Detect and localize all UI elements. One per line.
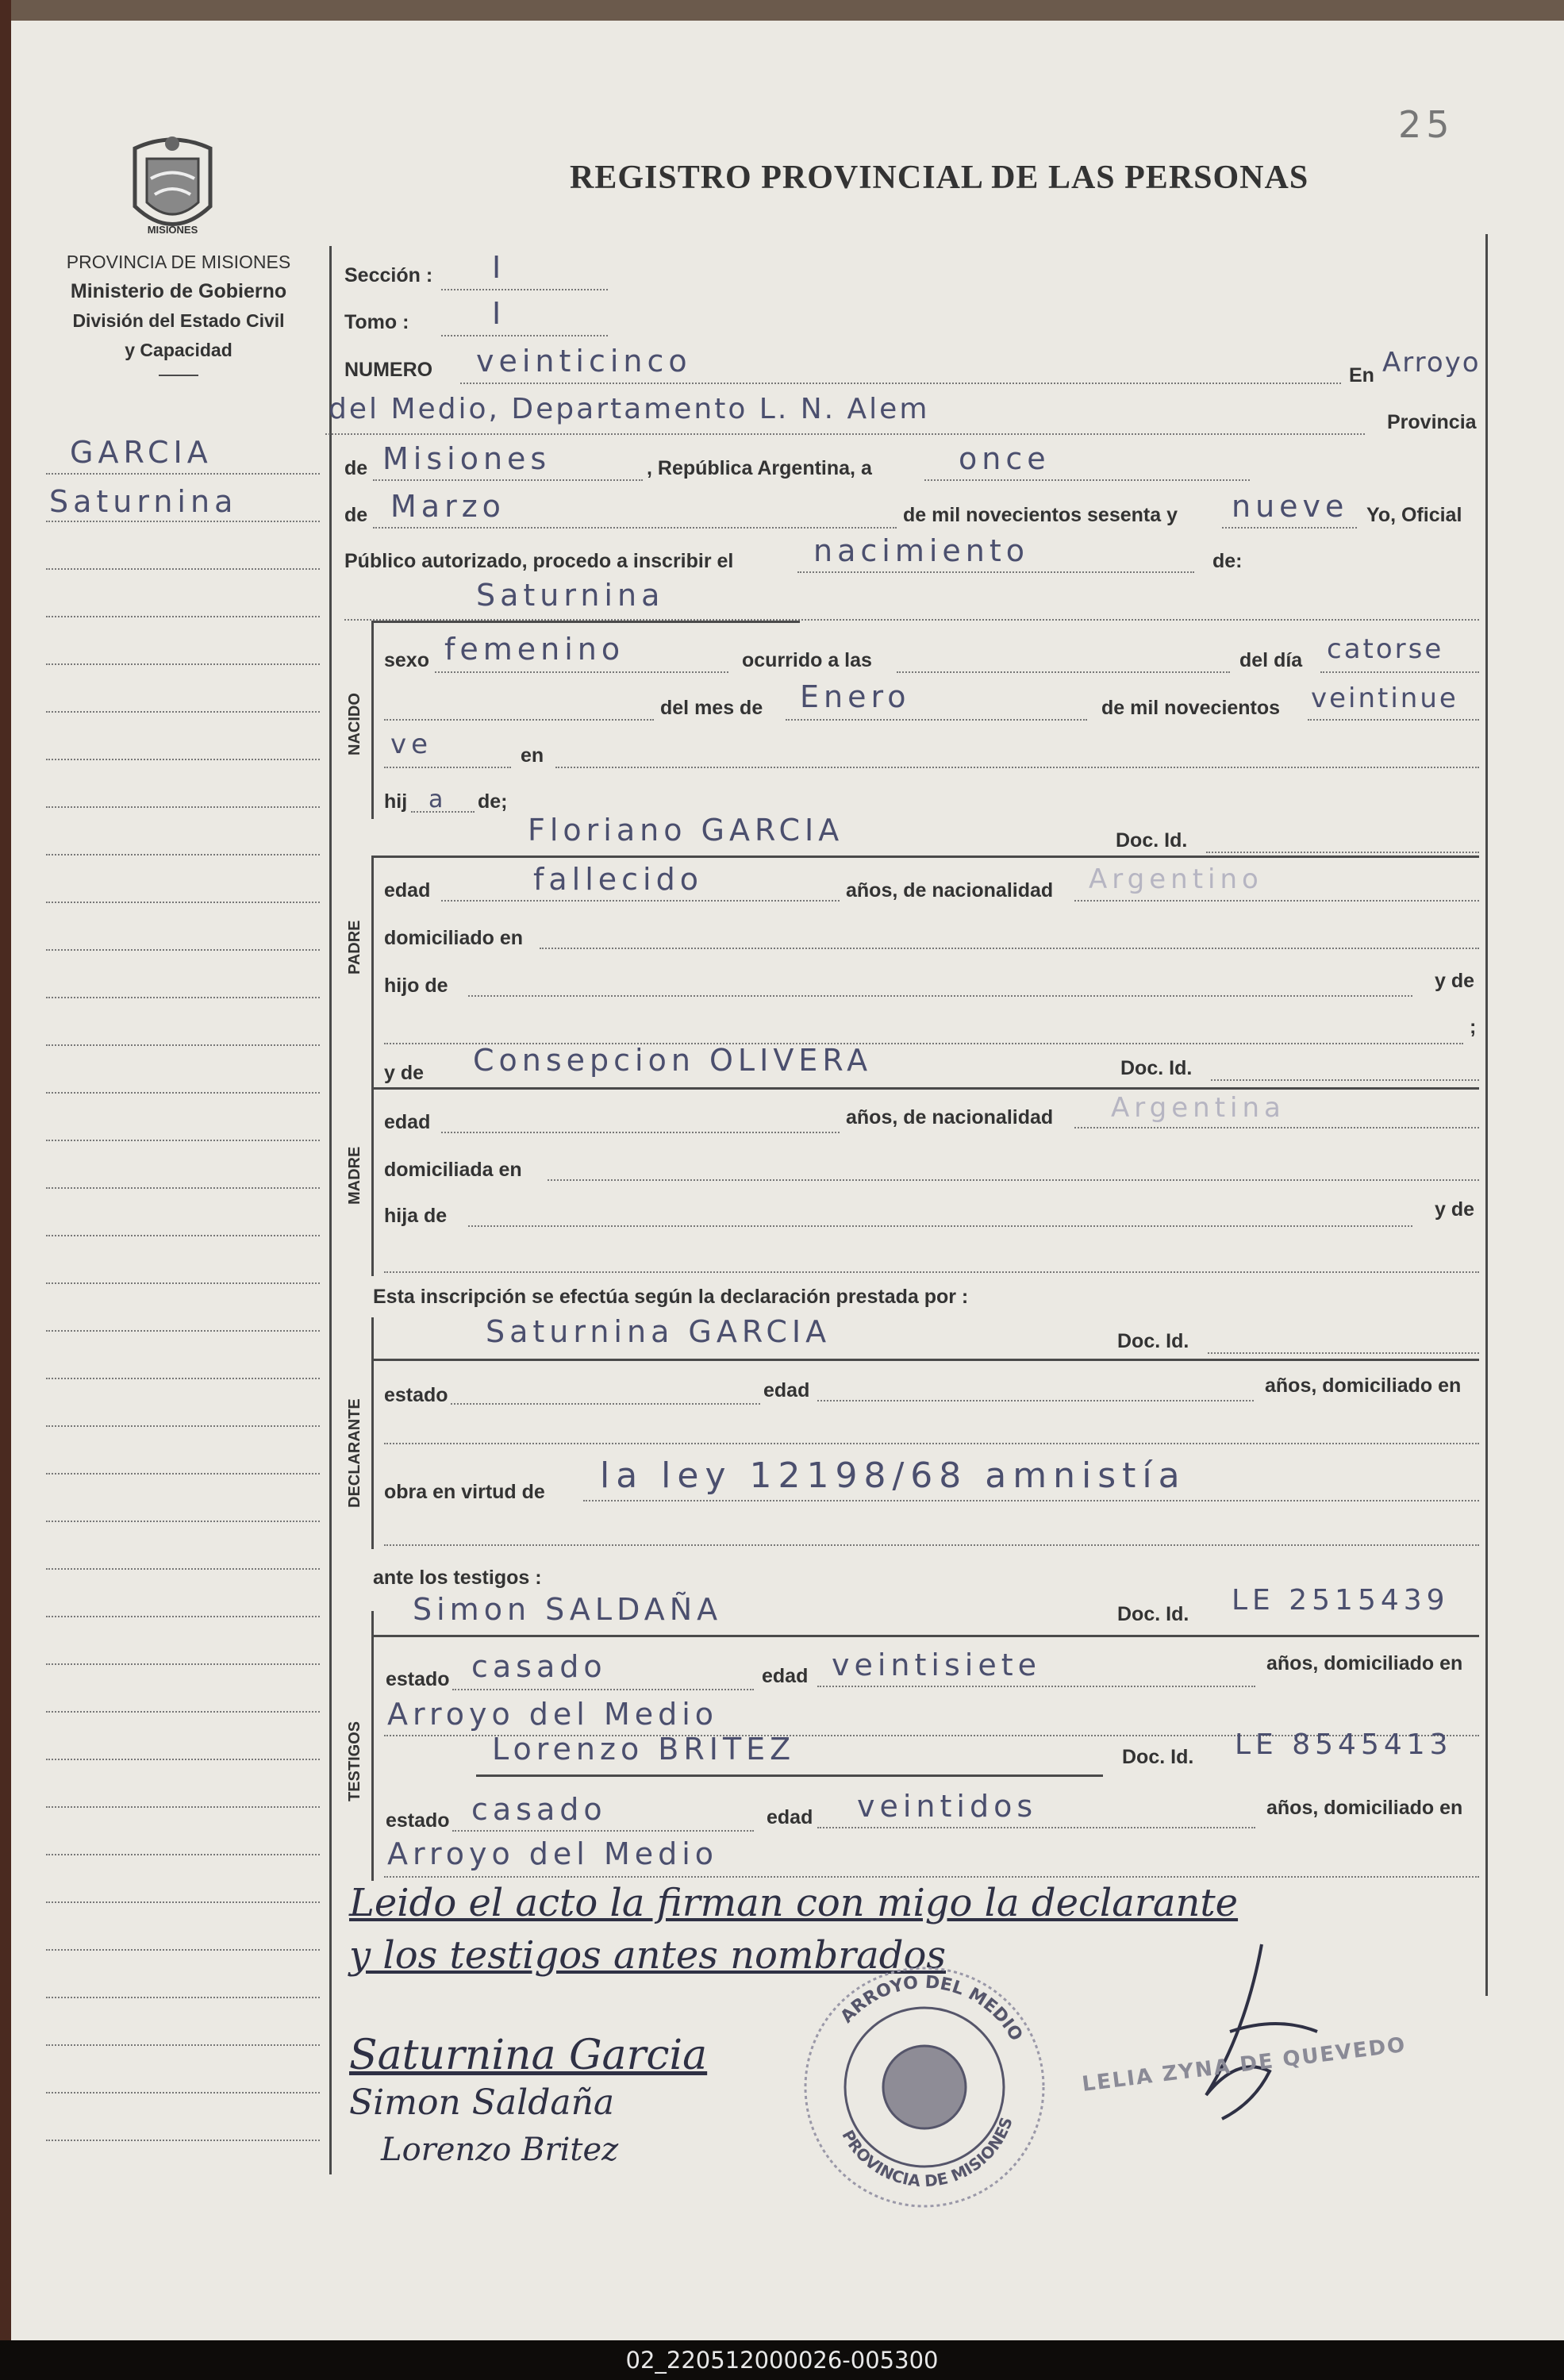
madre-y-de-label: y de [384, 1062, 425, 1084]
en-lugar-label: en [521, 744, 544, 767]
testigo-2-estado: casado [471, 1792, 607, 1827]
official-stamp-icon [794, 1948, 1055, 2222]
margin-dotted-line [46, 1140, 320, 1141]
officer-stamp-text: LELIA ZYNA DE QUEVEDO [1081, 2032, 1408, 2097]
testigo-2-dom-line [384, 1876, 1479, 1878]
issuer-line-3: División del Estado Civil [72, 310, 285, 331]
right-rule [1485, 234, 1488, 1996]
testigo-1-estado: casado [471, 1649, 607, 1684]
issuer-line-2: Ministerio de Gobierno [70, 280, 287, 302]
anio-nac-value-1: veintinue [1311, 682, 1458, 714]
closing-line-2: y los testigos antes nombrados [349, 1933, 946, 1978]
padre-dom-line [540, 948, 1479, 949]
declarante-estado-label: estado [384, 1384, 448, 1406]
en-label: En [1349, 364, 1374, 386]
anio-nac-value-2: ve [390, 729, 433, 760]
margin-dotted-line [46, 1521, 320, 1522]
yo-oficial-label: Yo, Oficial [1366, 504, 1462, 526]
margin-dotted-line [46, 806, 320, 808]
provincia-line [373, 479, 643, 481]
madre-dom-label: domiciliada en [384, 1159, 522, 1181]
de-colon-label: de: [1212, 550, 1243, 572]
testigo-2-edad-label: edad [767, 1806, 813, 1828]
de-mil-nov-label: de mil novecientos [1101, 697, 1281, 719]
margin-dotted-line [46, 521, 320, 522]
madre-edad-line [441, 1132, 840, 1133]
margin-dotted-line [46, 1949, 320, 1951]
provincia-value: Misiones [382, 441, 551, 476]
image-id-text: 02_220512000026-005300 [625, 2347, 939, 2374]
nombre-rule [371, 621, 800, 623]
madre-hija-line [468, 1225, 1412, 1227]
numero-line [460, 383, 1341, 384]
madre-dom-line [548, 1179, 1479, 1181]
acto-value: nacimiento [813, 533, 1030, 568]
margin-given-name: Saturnina [49, 484, 238, 519]
obra-label: obra en virtud de [384, 1481, 545, 1503]
tomo-line [441, 335, 608, 336]
seccion-label: Sección : [344, 264, 433, 286]
declarante-estado-line [451, 1403, 760, 1405]
padre-nacionalidad: Argentino [1089, 863, 1263, 895]
declarante-doc-label: Doc. Id. [1117, 1330, 1189, 1352]
dia-value: once [959, 441, 1051, 476]
testigo-2-nombre: Lorenzo BRITEZ [492, 1732, 796, 1767]
testigo-1-estado-line [452, 1689, 754, 1690]
stamp-lower-text: PROVINCIA DE MISIONES [838, 2114, 1016, 2191]
mes-nac-value: Enero [800, 679, 911, 714]
top-edge [0, 0, 1564, 21]
padre-rule [371, 855, 1479, 858]
issuer-line-1: PROVINCIA DE MISIONES [66, 252, 291, 272]
declarante-obra: la ley 12198/68 amnistía [600, 1455, 1186, 1496]
testigo-1-anos-label: años, domiciliado en [1266, 1652, 1463, 1674]
page-title: REGISTRO PROVINCIAL DE LAS PERSONAS [570, 160, 1309, 196]
testigo-1-estado-label: estado [386, 1668, 450, 1690]
margin-dotted-line [46, 1901, 320, 1903]
publico-label: Público autorizado, procedo a inscribir el [344, 550, 734, 572]
de-semi-label: de; [478, 790, 508, 813]
margin-dotted-line [46, 1759, 320, 1760]
tomo-label: Tomo : [344, 311, 409, 333]
testigo-2-doc-label: Doc. Id. [1122, 1746, 1194, 1768]
seccion-line [441, 289, 608, 290]
testigo-1-doc: LE 2515439 [1232, 1584, 1450, 1617]
padre-nac-line [1074, 900, 1479, 902]
de-mil-label: de mil novecientos sesenta y [903, 504, 1178, 526]
madre-hija-line-2 [384, 1271, 1479, 1273]
nacido-line-2 [384, 719, 654, 721]
declarante-nombre: Saturnina GARCIA [486, 1314, 832, 1349]
obra-line [583, 1500, 1479, 1501]
margin-dotted-line [46, 854, 320, 855]
margin-surname: GARCIA [70, 435, 213, 470]
margin-dotted-line [46, 2140, 320, 2141]
anio-nac-line [1308, 719, 1479, 721]
signature-1: Saturnina Garcia [349, 2032, 708, 2079]
testigo-1-domicilio: Arroyo del Medio [387, 1697, 719, 1732]
hij-label: hij [384, 790, 408, 813]
anio-value: nueve [1232, 489, 1349, 524]
mes-nac-line [786, 719, 1087, 721]
signature-2: Simon Saldaña [349, 2082, 615, 2123]
padre-edad-line [441, 900, 840, 902]
margin-dotted-line [46, 1425, 320, 1427]
margin-dotted-line [46, 1568, 320, 1570]
testigo-2-estado-label: estado [386, 1809, 450, 1832]
hij-suffix: a [428, 786, 448, 813]
emblem-text: MISIONES [147, 224, 198, 236]
margin-dotted-line [46, 1854, 320, 1855]
margin-dotted-line [46, 1235, 320, 1236]
madre-nombre: Consepcion OLIVERA [473, 1043, 873, 1078]
margin-dotted-line [46, 949, 320, 951]
margin-dotted-line [46, 2044, 320, 2046]
testigo-2-estado-line [452, 1830, 754, 1832]
madre-nac-label: años, de nacionalidad [846, 1106, 1054, 1128]
margin-dotted-line [46, 1044, 320, 1046]
margin-dotted-line [46, 2092, 320, 2094]
dia-line [924, 479, 1250, 481]
padre-hijo-label: hijo de [384, 975, 448, 997]
testigo-1-doc-label: Doc. Id. [1117, 1603, 1189, 1625]
closing-line-1: Leido el acto la firman con migo la declarante [349, 1881, 1239, 1925]
anio-line [1222, 527, 1357, 529]
acto-line [797, 571, 1194, 573]
margin-dotted-line [46, 473, 320, 475]
madre-hija-label: hija de [384, 1205, 448, 1227]
officer-signature-icon [1111, 1936, 1349, 2127]
margin-dotted-line [46, 1282, 320, 1284]
padre-nombre: Floriano GARCIA [528, 813, 844, 848]
seccion-value: I [492, 250, 506, 285]
issuer-rule [159, 375, 198, 376]
padre-dom-label: domiciliado en [384, 927, 524, 949]
margin-dotted-line [46, 1806, 320, 1808]
binding-edge [0, 0, 11, 2340]
testigo-1-edad: veintisiete [832, 1648, 1041, 1682]
margin-dotted-line [46, 1092, 320, 1094]
padre-nac-label: años, de nacionalidad [846, 879, 1054, 902]
madre-nac-line [1074, 1127, 1479, 1128]
testigo-2-domicilio: Arroyo del Medio [387, 1836, 719, 1871]
margin-rule [329, 246, 332, 2174]
lugar-nac-line [555, 767, 1479, 768]
declarante-dom-line [384, 1443, 1479, 1444]
numero-value: veinticinco [476, 344, 692, 379]
testigos-label: ante los testigos : [373, 1567, 542, 1589]
testigo-2-anos-label: años, domiciliado en [1266, 1797, 1463, 1819]
madre-vrule [371, 1062, 374, 1276]
testigos-rule [371, 1635, 1479, 1637]
testigo-2-edad: veintidos [857, 1789, 1038, 1824]
madre-nacionalidad: Argentina [1111, 1092, 1285, 1124]
section-nacido: NACIDO [346, 693, 363, 756]
madre-edad-label: edad [384, 1111, 431, 1133]
margin-dotted-line [46, 663, 320, 665]
declarante-vrule [371, 1317, 374, 1549]
margin-dotted-line [46, 1330, 320, 1332]
page-number: 25 [1398, 103, 1454, 146]
section-madre: MADRE [346, 1146, 363, 1205]
margin-dotted-line [46, 1997, 320, 1998]
declarante-rule [371, 1359, 1479, 1361]
padre-vrule [371, 857, 374, 1062]
margin-dotted-line [46, 902, 320, 903]
margin-dotted-line [46, 1473, 320, 1475]
dia-nac-value: catorse [1327, 633, 1444, 665]
dia-nac-line [1320, 671, 1479, 673]
hora-line [897, 671, 1230, 673]
margin-dotted-line [46, 616, 320, 617]
declarante-anos-label: años, domiciliado en [1265, 1375, 1462, 1397]
testigo-1-nombre: Simon SALDAÑA [413, 1592, 723, 1627]
madre-rule [371, 1087, 1479, 1090]
margin-dotted-line [46, 1663, 320, 1665]
anio-nac-line-2 [384, 767, 511, 768]
en-place-value: Arroyo [1382, 347, 1481, 379]
margin-dotted-line [46, 1711, 320, 1713]
padre-edad-label: edad [384, 879, 431, 902]
section-testigos: TESTIGOS [346, 1721, 363, 1801]
del-mes-label: del mes de [660, 697, 763, 719]
provincia-label: Provincia [1387, 411, 1477, 433]
margin-dotted-line [46, 1378, 320, 1379]
sexo-label: sexo [384, 649, 429, 671]
madre-doc-line [1211, 1079, 1479, 1081]
margin-dotted-line [46, 711, 320, 713]
padre-doc-line [1206, 852, 1479, 853]
ocurrido-label: ocurrido a las [742, 649, 872, 671]
declarante-edad-line [817, 1400, 1254, 1401]
nombre-value: Saturnina [476, 578, 665, 613]
padre-y-de-label: y de [1435, 970, 1475, 992]
section-declarante: DECLARANTE [346, 1398, 363, 1508]
signature-3: Lorenzo Britez [381, 2132, 619, 2168]
del-dia-label: del día [1239, 649, 1303, 671]
image-caption-bar [0, 2340, 1564, 2380]
stamp-round-text: ARROYO DEL MEDIO [836, 1972, 1027, 2045]
obra-line-2 [384, 1544, 1479, 1546]
testigo-2-edad-line [817, 1827, 1255, 1828]
republica-label: , República Argentina, a [647, 457, 872, 479]
sexo-line [435, 671, 728, 673]
issuer-line-4: y Capacidad [125, 340, 232, 360]
testigo-2-rule [476, 1774, 1103, 1777]
mes-value: Marzo [390, 489, 505, 524]
padre-hijo-line [468, 995, 1412, 997]
sexo-value: femenino [444, 632, 625, 667]
place-value: del Medio, Departamento L. N. Alem [329, 393, 930, 425]
inscripcion-label: Esta inscripción se efectúa según la declaración prestada por : [373, 1286, 969, 1308]
testigo-2-doc: LE 8545413 [1235, 1728, 1453, 1761]
margin-dotted-line [46, 568, 320, 570]
padre-semicolon: ; [1470, 1016, 1477, 1038]
testigo-1-edad-label: edad [762, 1665, 809, 1687]
place-line [325, 433, 1365, 435]
section-padre: PADRE [346, 920, 363, 975]
mes-line [373, 527, 897, 529]
tomo-value: I [492, 296, 506, 331]
de-label-1: de [344, 457, 368, 479]
margin-dotted-line [46, 1616, 320, 1617]
madre-y-de-label-2: y de [1435, 1198, 1475, 1221]
testigo-1-edad-line [817, 1686, 1255, 1687]
de-label-2: de [344, 504, 368, 526]
declarante-edad-label: edad [763, 1379, 810, 1401]
nacido-rule [371, 621, 374, 819]
margin-dotted-line [46, 759, 320, 760]
issuer-block [36, 248, 321, 365]
testigos-vrule [371, 1611, 374, 1881]
margin-dotted-line [46, 997, 320, 998]
madre-doc-label: Doc. Id. [1120, 1057, 1193, 1079]
declarante-doc-line [1208, 1352, 1479, 1354]
numero-label: NUMERO [344, 359, 433, 381]
padre-edad: fallecido [533, 862, 703, 897]
padre-doc-label: Doc. Id. [1116, 829, 1188, 852]
margin-dotted-line [46, 1187, 320, 1189]
